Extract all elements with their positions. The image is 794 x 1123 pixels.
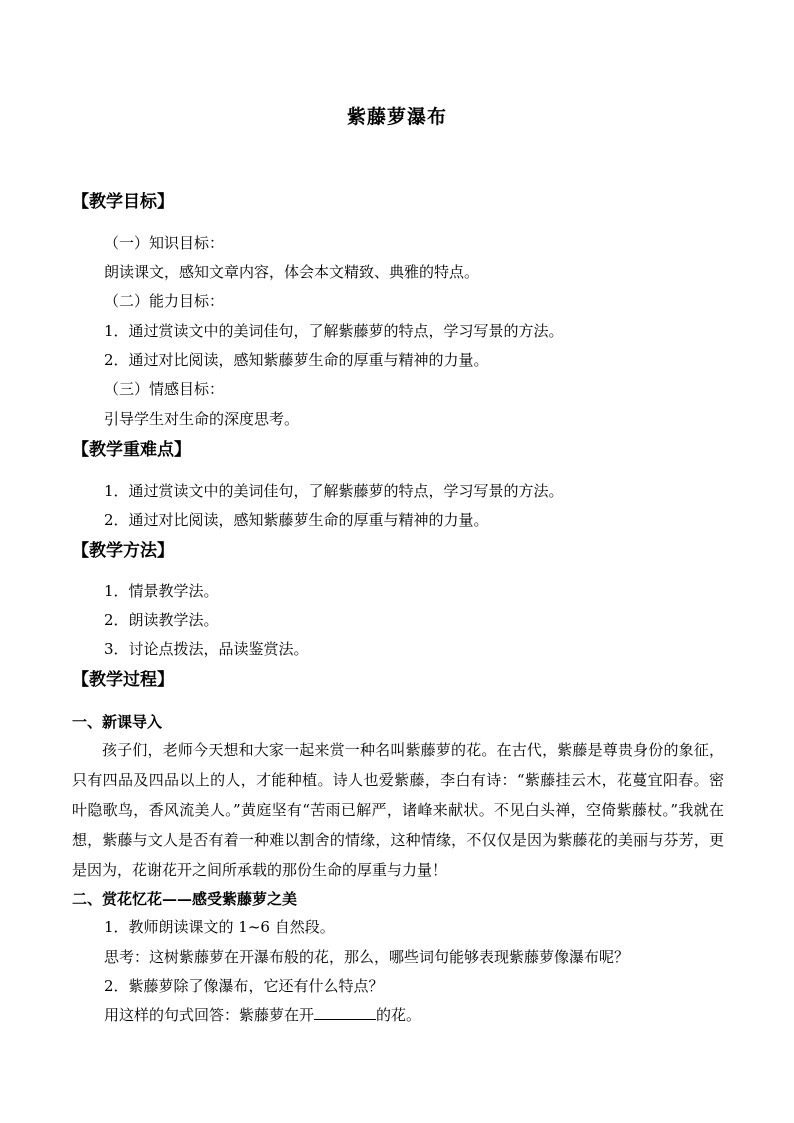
ability-goal-item-1: 1．通过赏读文中的美词佳句，了解紫藤萝的特点，学习写景的方法。 <box>104 322 564 340</box>
section-appreciation-heading: 二、赏花忆花——感受紫藤萝之美 <box>72 890 298 908</box>
key-point-item-2: 2．通过对比阅读，感知紫藤萝生命的厚重与精神的力量。 <box>104 511 489 529</box>
section-intro-heading: 一、新课导入 <box>72 713 163 731</box>
knowledge-goal-label: （一）知识目标： <box>104 234 225 252</box>
emotion-goal-label: （三）情感目标： <box>104 380 225 398</box>
key-points-heading: 【教学重难点】 <box>72 440 191 460</box>
appreciation-item-2: 2．紫藤萝除了像瀑布，它还有什么特点？ <box>104 977 384 995</box>
appreciation-item-1: 1．教师朗读课文的 1~6 自然段。 <box>104 918 335 936</box>
prompt-text-after: 的花。 <box>376 1006 422 1024</box>
teaching-process-heading: 【教学过程】 <box>72 670 174 690</box>
appreciation-prompt <box>104 1004 421 1026</box>
method-item-2: 2．朗读教学法。 <box>104 611 219 629</box>
knowledge-goal-text: 朗读课文，感知文章内容，体会本文精致、典雅的特点。 <box>104 263 480 281</box>
emotion-goal-text: 引导学生对生命的深度思考。 <box>104 410 300 428</box>
appreciation-think: 思考：这树紫藤萝在开瀑布般的花，那么，哪些词句能够表现紫藤萝像瀑布呢？ <box>104 948 630 966</box>
document-title: 紫藤萝瀑布 <box>346 106 447 128</box>
teaching-goals-heading: 【教学目标】 <box>72 192 174 212</box>
method-item-1: 1．情景教学法。 <box>104 582 219 600</box>
teaching-methods-heading: 【教学方法】 <box>72 541 174 561</box>
key-point-item-1: 1．通过赏读文中的美词佳句，了解紫藤萝的特点，学习写景的方法。 <box>104 482 564 500</box>
ability-goal-item-2: 2．通过对比阅读，感知紫藤萝生命的厚重与精神的力量。 <box>104 351 489 369</box>
fill-in-blank <box>314 1005 376 1020</box>
prompt-text-before: 用这样的句式回答：紫藤萝在开 <box>104 1006 315 1024</box>
intro-paragraph: 孩子们，老师今天想和大家一起来赏一种名叫紫藤萝的花。在古代，紫藤是尊贵身份的象征，只有四品及四品以上的人，才能种植。诗人也爱紫藤，李白有诗：“紫藤挂云木，花蔓宜阳春。密叶隐歌鸟，香风流美人。”黄庭坚有“苦雨已解严，诸峰来献状。不见白头禅，空倚紫藤杖。”我就在想，紫藤与文人是否有着一种难以割舍的情缘，这种情缘，不仅仅是因为紫藤花的美丽与芬芳，更是因为，花谢花开之间所承载的那份生命的厚重与力量！ <box>72 741 724 879</box>
method-item-3: 3．讨论点拨法，品读鉴赏法。 <box>104 640 309 658</box>
ability-goal-label: （二）能力目标： <box>104 292 225 310</box>
